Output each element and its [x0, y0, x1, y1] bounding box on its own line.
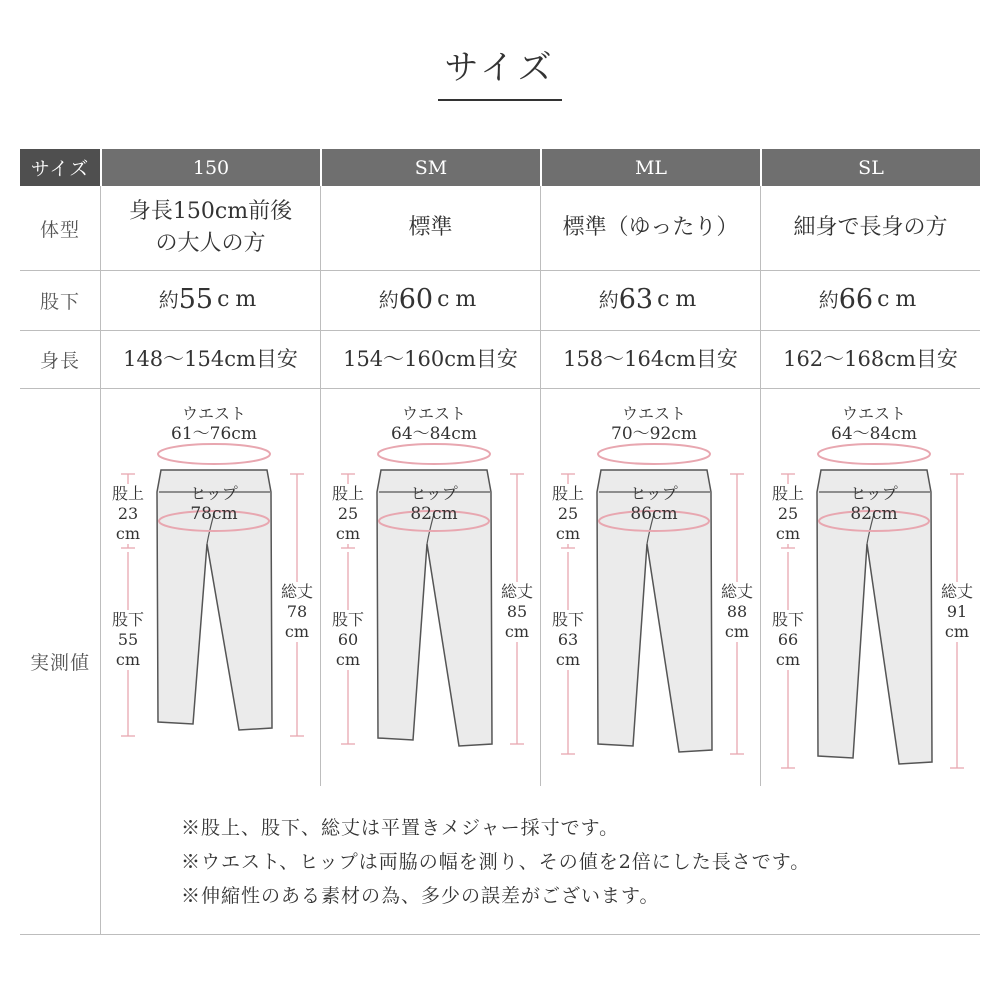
grid-line-row-3 [20, 388, 980, 389]
measure-value: 70～92cm [611, 424, 697, 444]
measure-value: 82cm [410, 504, 458, 524]
notes [181, 811, 810, 913]
measure-name: 股下 [771, 610, 804, 629]
measure-unit: cm [335, 650, 361, 669]
body-type-150 [101, 186, 320, 270]
measure-value: 25 [777, 504, 799, 523]
measure-name: ウエスト [621, 404, 686, 423]
body-type-ml [541, 186, 760, 270]
pants-figure-150 [101, 392, 321, 787]
measure-name: 股上 [331, 484, 364, 503]
height-150: 148～154cm目安 [123, 347, 298, 371]
measure-value: 91 [946, 602, 968, 621]
body-type-line: の大人の方 [155, 231, 266, 256]
body-type-line: 標準 [408, 215, 453, 240]
inseam-150 [101, 270, 320, 330]
body-type-sm [321, 186, 540, 270]
length-label [715, 582, 759, 642]
measure-name: ヒップ [630, 484, 678, 503]
waist-measure-ring [378, 444, 490, 464]
measure-value: 82cm [850, 504, 898, 524]
inseam-ml [541, 270, 760, 330]
length-label [935, 582, 979, 642]
measure-value: 25 [337, 504, 359, 523]
note-tolerance: ※伸縮性のある素材の為、多少の誤差がございます。 [181, 885, 660, 907]
inseam-unit: cm [217, 287, 263, 312]
measure-name: 股下 [331, 610, 364, 629]
rise-label [546, 484, 590, 544]
measure-name: 股上 [551, 484, 584, 503]
measure-value: 55 [117, 630, 139, 649]
hip-label [824, 484, 924, 524]
hip-label [384, 484, 484, 524]
measure-value: 88 [726, 602, 748, 621]
measure-value: 60 [337, 630, 359, 649]
body-type-line: 身長150cm前後 [128, 199, 293, 224]
waist-label [384, 404, 484, 444]
header-size-150: 150 [102, 149, 320, 186]
waist-label [604, 404, 704, 444]
measure-name: ウエスト [841, 404, 906, 423]
pants-figure-sm [321, 392, 541, 787]
row-label-body-type: 体型 [39, 218, 80, 241]
row-label-inseam: 股下 [39, 290, 80, 313]
measure-name: ヒップ [410, 484, 458, 503]
length-label [275, 582, 319, 642]
measure-name: ヒップ [190, 484, 238, 503]
measure-unit: cm [555, 524, 581, 543]
measure-unit: cm [555, 650, 581, 669]
row-label-height: 身長 [39, 349, 80, 372]
inseam-prefix: 約 [818, 288, 839, 312]
measure-value: 64～84cm [391, 424, 477, 444]
measure-value: 23 [117, 504, 139, 523]
measure-value: 66 [777, 630, 799, 649]
height-sm: 154～160cm目安 [343, 347, 518, 371]
pants-figure-ml [541, 392, 761, 787]
measure-unit: cm [775, 524, 801, 543]
rise-label [326, 484, 370, 544]
waist-label [164, 404, 264, 444]
height-ml: 158～164cm目安 [563, 347, 738, 371]
hip-label [604, 484, 704, 524]
measure-unit: cm [775, 650, 801, 669]
waist-measure-ring [158, 444, 270, 464]
inseam-value: 60 [398, 284, 434, 315]
measure-name: ウエスト [401, 404, 466, 423]
measure-value: 25 [557, 504, 579, 523]
page-title: サイズ [444, 48, 556, 88]
inseam-value: 55 [178, 284, 214, 315]
measure-name: 股下 [551, 610, 584, 629]
inseam-value: 66 [838, 284, 874, 315]
inseam-sm [321, 270, 540, 330]
body-type-line: 細身で長身の方 [793, 215, 948, 240]
waist-label [824, 404, 924, 444]
inseam-prefix: 約 [598, 288, 619, 312]
measure-value: 64～84cm [831, 424, 917, 444]
rise-label [106, 484, 150, 544]
waist-measure-ring [598, 444, 710, 464]
note-measurement-method: ※股上、股下、総丈は平置きメジャー採寸です。 [181, 817, 620, 839]
inseam-unit: cm [657, 287, 703, 312]
hip-label [164, 484, 264, 524]
body-type-sl [761, 186, 980, 270]
rise-label [766, 484, 810, 544]
measure-unit: cm [335, 524, 361, 543]
measure-unit: cm [944, 622, 970, 641]
height-sl: 162～168cm目安 [783, 347, 958, 371]
measure-unit: cm [115, 650, 141, 669]
inseam-label [106, 610, 150, 670]
measure-name: ヒップ [850, 484, 898, 503]
inseam-value: 63 [618, 284, 654, 315]
measure-name: ウエスト [181, 404, 246, 423]
waist-measure-ring [818, 444, 930, 464]
row-label-actual: 実測値 [29, 651, 90, 674]
inseam-prefix: 約 [158, 288, 179, 312]
header-size-label: サイズ [20, 149, 100, 186]
measure-name: 総丈 [500, 582, 533, 601]
measure-value: 63 [557, 630, 579, 649]
inseam-label [766, 610, 810, 670]
measure-value: 78 [286, 602, 308, 621]
grid-line-bottom [20, 934, 980, 935]
measure-unit: cm [284, 622, 310, 641]
measure-value: 85 [506, 602, 528, 621]
measure-unit: cm [504, 622, 530, 641]
measure-value: 61～76cm [171, 424, 257, 444]
measure-value: 86cm [630, 504, 678, 524]
header-size-sl: SL [762, 149, 980, 186]
header-size-ml: ML [542, 149, 760, 186]
pants-figure-sl [761, 392, 981, 787]
measure-name: 股上 [111, 484, 144, 503]
body-type-line: 標準（ゆったり） [562, 215, 739, 240]
measure-name: 総丈 [280, 582, 313, 601]
length-label [495, 582, 539, 642]
inseam-prefix: 約 [378, 288, 399, 312]
measure-value: 78cm [190, 504, 238, 524]
measure-name: 総丈 [720, 582, 753, 601]
measure-unit: cm [724, 622, 750, 641]
measure-unit: cm [115, 524, 141, 543]
inseam-label [546, 610, 590, 670]
measure-name: 股上 [771, 484, 804, 503]
header-size-sm: SM [322, 149, 540, 186]
measure-name: 股下 [111, 610, 144, 629]
inseam-unit: cm [437, 287, 483, 312]
inseam-label [326, 610, 370, 670]
title-underline [438, 99, 562, 101]
note-waist-hip: ※ウエスト、ヒップは両脇の幅を測り、その値を2倍にした長さです。 [181, 851, 811, 873]
measure-name: 総丈 [940, 582, 973, 601]
inseam-unit: cm [877, 287, 923, 312]
inseam-sl [761, 270, 980, 330]
